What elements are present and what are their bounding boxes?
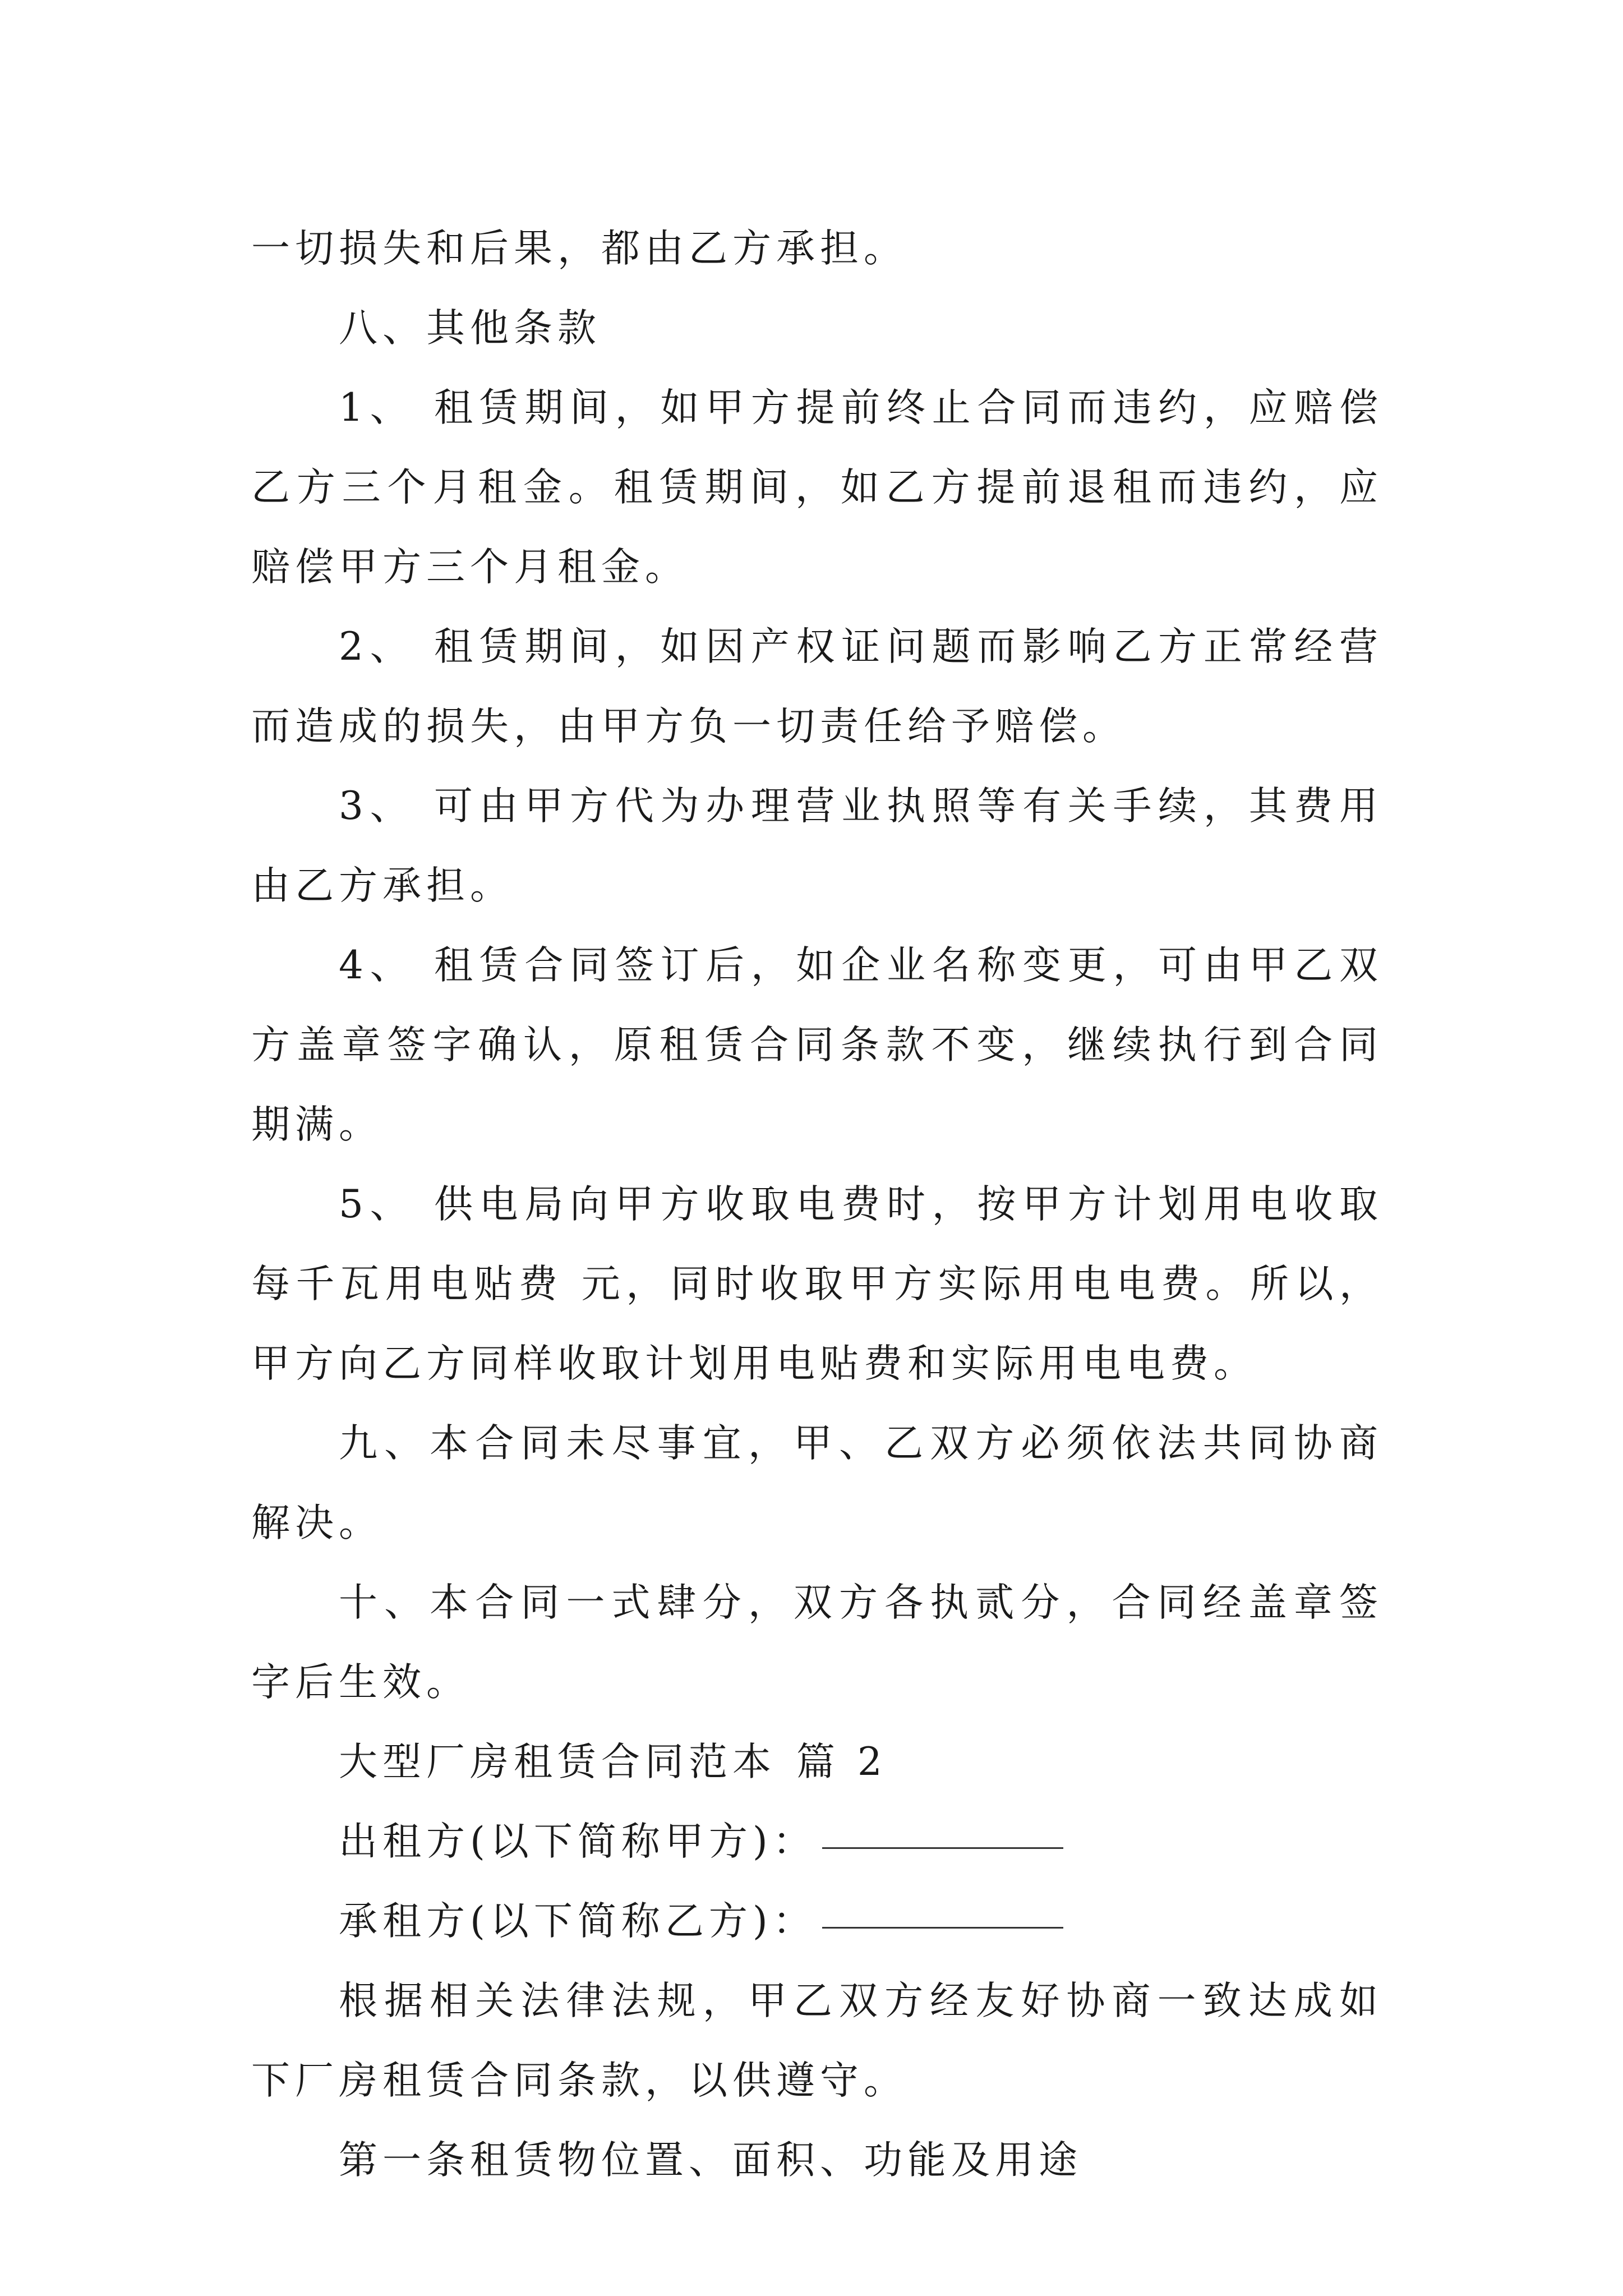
clause-3: 3、 可由甲方代为办理营业执照等有关手续，其费用由乙方承担。 [251, 784, 1383, 908]
section-title: 大型厂房租赁合同范本 [339, 1740, 776, 1784]
article-ten: 十、本合同一式肆分，双方各执贰分，合同经盖章签字后生效。 [251, 1580, 1383, 1705]
document-body [251, 209, 1383, 2200]
lessor-blank-field[interactable] [822, 1845, 1063, 1849]
clause-4: 4、 租赁合同签订后，如企业名称变更，可由甲乙双方盖章签字确认，原租赁合同条款不变，继续执行到合同期满。 [251, 943, 1383, 1147]
lessee-label: 承租方(以下简称乙方)： [339, 1899, 817, 1944]
clause-2: 2、 租赁期间，如因产权证问题而影响乙方正常经营而造成的损失，由甲方负一切责任给予赔偿。 [251, 624, 1383, 749]
section-label: 篇 2 [796, 1740, 887, 1784]
article-one-heading: 第一条租赁物位置、面积、功能及用途 [339, 2138, 1082, 2183]
lessor-label: 出租方(以下简称甲方)： [339, 1819, 817, 1864]
lessee-blank-field[interactable] [822, 1925, 1063, 1929]
clause-1: 1、 租赁期间，如甲方提前终止合同而违约，应赔偿乙方三个月租金。租赁期间，如乙方提前退租而违约，应赔偿甲方三个月租金。 [251, 385, 1383, 590]
intro-paragraph: 根据相关法律法规，甲乙双方经友好协商一致达成如下厂房租赁合同条款，以供遵守。 [251, 1978, 1383, 2103]
paragraph-loss-continuation: 一切损失和后果，都由乙方承担。 [251, 226, 907, 271]
article-nine: 九、本合同未尽事宜，甲、乙双方必须依法共同协商解决。 [251, 1421, 1383, 1545]
lessor-line [251, 1802, 1383, 1881]
lessee-line [251, 1881, 1383, 1961]
heading-other-terms: 八、其他条款 [339, 306, 601, 351]
clause-5: 5、 供电局向甲方收取电费时，按甲方计划用电收取每千瓦用电贴费 元，同时收取甲方实际用电电费。所以，甲方向乙方同样收取计划用电贴费和实际用电电费。 [251, 1182, 1383, 1386]
section-heading [251, 1722, 1383, 1802]
